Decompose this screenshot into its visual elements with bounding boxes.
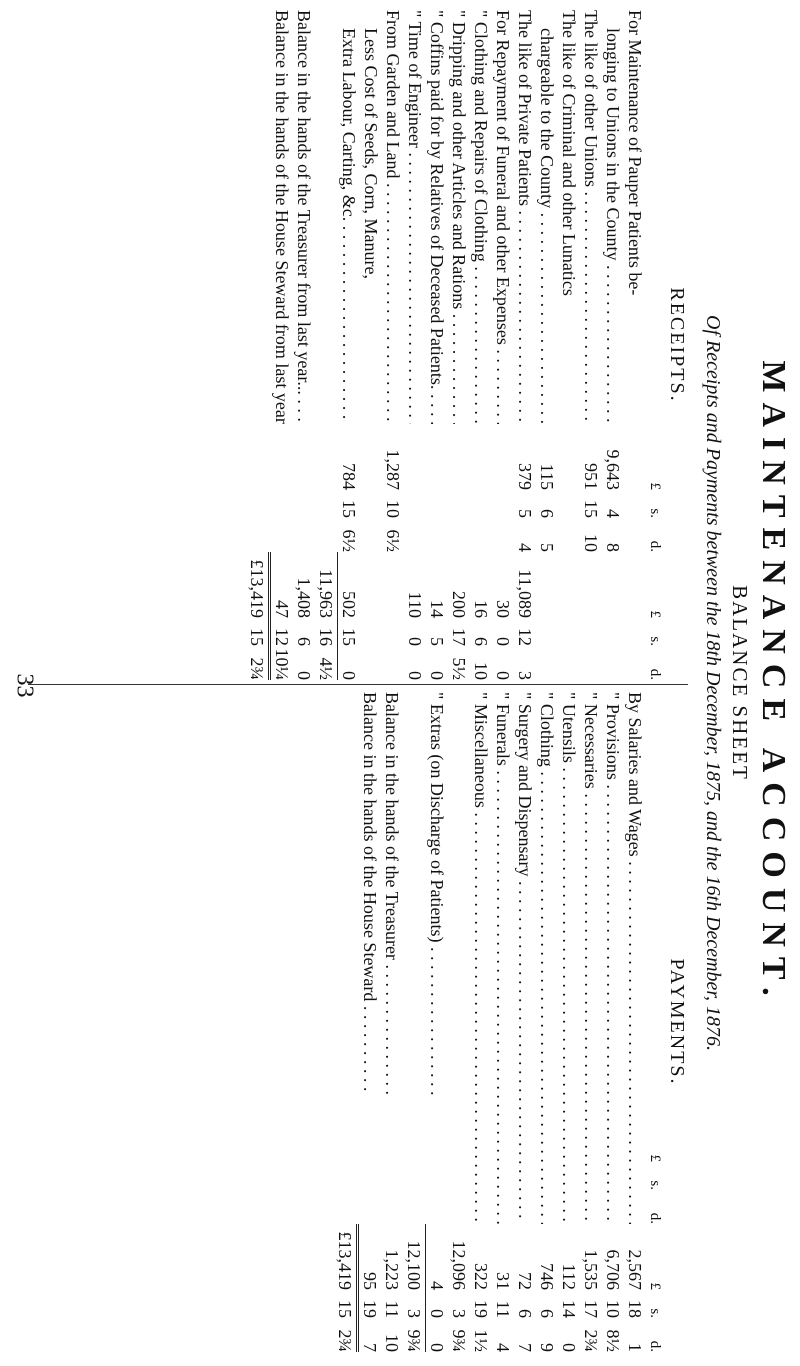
receipt-line: The like of Private Patients . . . 379 5 4 11,089 12 3 [514,10,536,680]
payments-currency-header: £ s. d. £ s. d. [647,1154,663,1352]
payment-line: " Funerals . . . 31 11 4 [492,692,514,1352]
document-period: Of Receipts and Payments between the 18th December, 1875, and the 16th December, 1876. [702,315,724,1051]
payment-balance-line: Balance in the hands of the House Steward . . . 95 19 7 [359,692,381,1352]
receipt-balance-line: Balance in the hands of the House Steward from last year . . . 47 12 10¼ [271,10,293,680]
payment-line: " Necessaries . . . 1,535 17 2¾ [580,692,602,1352]
payments-sum-row: 12,096 3 9¾ [449,1240,469,1352]
payment-line: " Clothing . . . 746 6 9 [536,692,558,1352]
payment-line: " Utensils . . . 112 14 0 [558,692,580,1352]
receipts-heading: RECEIPTS. [666,287,688,403]
receipt-line: The like of Criminal and other Lunatics [559,10,579,296]
receipts-rows [338,10,646,680]
payment-line: " Surgery and Dispensary . . . 72 6 7 [514,692,536,1352]
payments-total-row: £13,419 15 2¾ [334,692,359,1352]
payment-line: By Salaries and Wages . . . 2,567 18 1 [624,692,646,1352]
receipt-line: " Time of Engineer . . . 110 0 0 [404,10,426,680]
receipt-line: " Coffins paid for by Relatives of Deceased Patients. . . . 14 5 0 [426,10,448,680]
payments-subtotal-row: 12,100 3 9¾ [403,692,426,1352]
payment-balance-line: Balance in the hands of the Treasurer . . . 1,223 11 10 [381,692,403,1352]
receipt-line: The like of other Unions . . . 951 15 10 [580,10,602,680]
payment-line: " Miscellaneous . . . 322 19 1½ [470,692,492,1352]
receipt-line: longing to Unions in the County . . . 9,643 4 8 [602,10,624,680]
receipt-line: For Repayment of Funeral and other Expenses . . . 30 0 0 [492,10,514,680]
receipts-column [28,10,688,680]
document-title: MAINTENANCE ACCOUNT. [755,360,792,1006]
receipt-line: Less Cost of Seeds, Corn, Manure, [361,28,381,279]
receipt-line: For Maintenance of Pauper Patients be- [625,10,645,296]
receipts-balances [271,10,315,680]
payments-rows [470,692,646,1352]
payments-extras-row: " Extras (on Discharge of Patients) . . . 4 0 0 [426,692,448,1352]
receipt-line: chargeable to the County . . . 115 6 5 [536,10,558,680]
payments-heading: PAYMENTS. [666,958,688,1086]
receipt-line: " Clothing and Repairs of Clothing . . . 16 6 10 [470,10,492,680]
column-divider [28,684,688,685]
receipt-line: From Garden and Land . . . 1,287 10 6½ [382,10,404,680]
receipts-currency-header: £ s. d. £ s. d. [647,482,663,680]
receipt-balance-line: Balance in the hands of the Treasurer from last year... . . . 1,408 6 0 [293,10,315,680]
receipt-line: " Dripping and other Articles and Rations . . . 200 17 5½ [448,10,470,680]
payments-balances [359,692,403,1352]
document-subtitle: BALANCE SHEET [728,585,752,781]
receipt-line: Extra Labour, Carting, &c. . . . 784 15 6½ 502 15 0 [338,10,360,680]
receipts-total-row: £13,419 15 2¾ [246,10,271,680]
payment-line: " Provisions . . . 6,706 10 8½ [602,692,624,1352]
page-number: 33 [11,673,38,698]
receipts-subtotal-row: 11,963 16 4½ [315,10,338,680]
payments-column [28,692,688,1352]
